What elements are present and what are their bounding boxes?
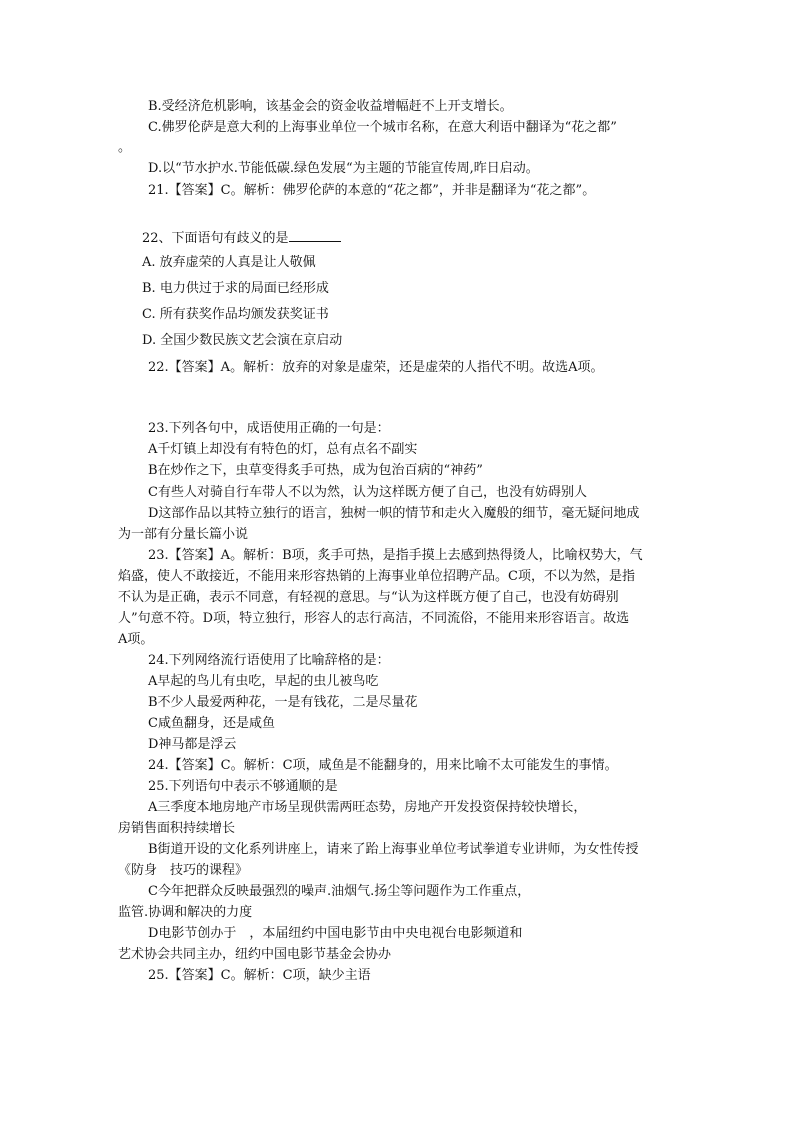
- q25-option-c-cont: 监管.协调和解决的力度: [118, 905, 253, 920]
- answer-21: 21.【答案】C。解析：佛罗伦萨的本意的“花之都”，并非是翻译为“花之都”。: [148, 183, 596, 198]
- answer-24: 24.【答案】C。解析：C项，咸鱼是不能翻身的，用来比喻不太可能发生的事情。: [148, 758, 618, 773]
- q24-option-b: B不少人最爱两种花，一是有钱花，二是尽量花: [148, 695, 418, 710]
- q23-option-d-cont: 为一部有分量长篇小说: [118, 527, 249, 542]
- q25-option-d-cont: 艺术协会共同主办，纽约中国电影节基金会协办: [118, 947, 392, 962]
- q24-option-a: A早起的鸟儿有虫吃，早起的虫儿被鸟吃: [148, 674, 379, 689]
- answer-23: 23.【答案】A。解析：B项，炙手可热，是指手摸上去感到热得烫人，比喻权势大，气: [148, 548, 643, 563]
- question-23: 23.下列各句中，成语使用正确的一句是：: [148, 421, 390, 436]
- answer-23-cont-1: 焰盛，使人不敢接近，不能用来形容热销的上海事业单位招聘产品。C项，不以为然，是指: [118, 569, 635, 584]
- q25-option-c: C今年把群众反映最强烈的噪声.油烟气.扬尘等问题作为工作重点，: [148, 884, 531, 899]
- q25-option-a-cont: 房销售面积持续增长: [118, 821, 236, 836]
- option-c-line: C.佛罗伦萨是意大利的上海事业单位一个城市名称，在意大利语中翻译为“花之都”: [148, 120, 617, 135]
- answer-23-cont-3: 人”句意不符。D项，特立独行，形容人的志行高洁，不同流俗，不能用来形容语言。故选: [118, 611, 630, 626]
- q22-option-b: B. 电力供过于求的局面已经形成: [142, 281, 329, 296]
- q22-option-a: A. 放弃虚荣的人真是让人敬佩: [142, 255, 316, 270]
- continuation-line: 。: [118, 140, 132, 155]
- answer-25: 25.【答案】C。解析：C项，缺少主语: [148, 968, 371, 983]
- question-24: 24.下列网络流行语使用了比喻辞格的是：: [148, 653, 390, 668]
- question-22: 22、下面语句有歧义的是: [142, 229, 341, 247]
- answer-22: 22.【答案】A。解析：放弃的对象是虚荣，还是虚荣的人指代不明。故选A项。: [148, 360, 604, 375]
- answer-23-cont-2: 不认为是正确，表示不同意，有轻视的意思。与“认为这样既方便了自己，也没有妨碍别: [118, 590, 619, 605]
- question-25: 25.下列语句中表示不够通顺的是: [148, 779, 338, 794]
- q25-option-d: D电影节创办于 ，本届纽约中国电影节由中央电视台电影频道和: [148, 926, 523, 941]
- option-d-line: D.以“节水护水.节能低碳.绿色发展“为主题的节能宣传周,昨日启动。: [148, 161, 539, 176]
- q23-option-c: C有些人对骑自行车带人不以为然，认为这样既方便了自己，也没有妨碍别人: [148, 485, 587, 500]
- answer-23-cont-4: A项。: [118, 632, 154, 647]
- q24-option-d: D神马都是浮云: [148, 737, 237, 752]
- option-b-line: B.受经济危机影响，该基金会的资金收益增幅赶不上开支增长。: [148, 99, 513, 114]
- q22-option-c: C. 所有获奖作品均颁发获奖证书: [142, 307, 329, 322]
- q22-option-d: D. 全国少数民族文艺会演在京启动: [142, 333, 343, 348]
- answer-blank: [289, 229, 341, 242]
- q25-option-b-cont: 《防身 技巧的课程》: [118, 863, 249, 878]
- q23-option-a: A千灯镇上却没有有特色的灯，总有点名不副实: [148, 442, 418, 457]
- q25-option-b: B街道开设的文化系列讲座上，请来了跆上海事业单位考试拳道专业讲师，为女性传授: [148, 842, 639, 857]
- q24-option-c: C咸鱼翻身，还是咸鱼: [148, 716, 275, 731]
- q25-option-a: A三季度本地房地产市场呈现供需两旺态势，房地产开发投资保持较快增长，: [148, 800, 587, 815]
- q23-option-d: D这部作品以其特立独行的语言，独树一帜的情节和走火入魔般的细节，毫无疑问地成: [148, 506, 640, 521]
- q23-option-b: B在炒作之下，虫草变得炙手可热，成为包治百病的“神药”: [148, 463, 483, 478]
